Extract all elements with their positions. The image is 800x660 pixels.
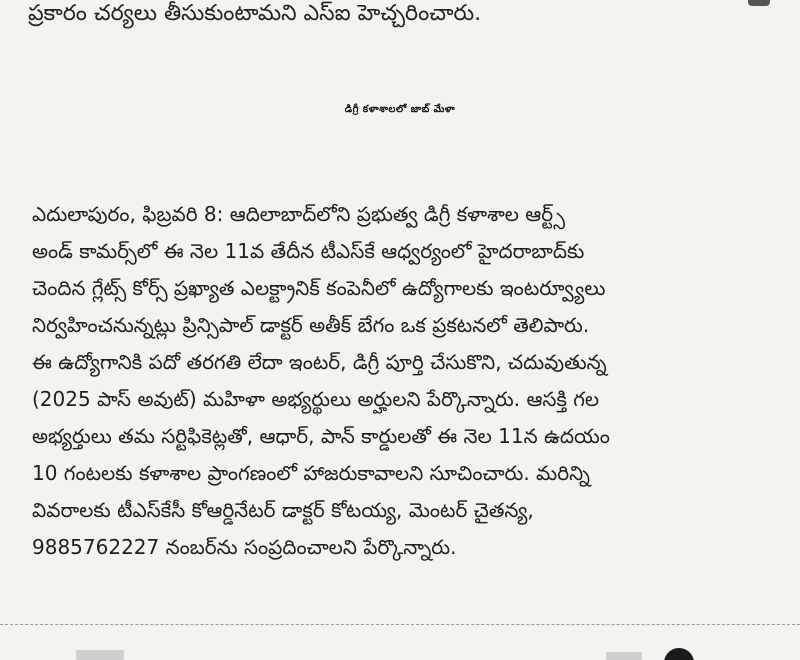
body-line: చెందిన గ్లేట్స్ కోర్స్ ప్రఖ్యాత ఎలక్ట్రానిక్ కంపెనీలో ఉద్యోగాలకు ఇంటర్వ్యూలు <box>32 276 606 300</box>
body-line: నిర్వహించనున్నట్లు ప్రిన్సిపాల్ డాక్టర్ అతీక్ బేగం ఒక ప్రకటనలో తెలిపారు. <box>32 313 590 337</box>
article-headline: డిగ్రీ కళాశాలలో జాబ్ మేళా <box>344 104 456 115</box>
article-body <box>32 196 772 566</box>
previous-article-tail: ప్రకారం చర్యలు తీసుకుంటామని ఎస్ఐ హెచ్చరించారు. <box>28 1 482 26</box>
top-edge-mark <box>748 0 770 6</box>
next-article-fragment <box>606 652 642 660</box>
body-line: 9885762227 నంబర్‌ను సంప్రదించాలని పేర్కొన్నారు. <box>32 535 457 559</box>
body-line: అండ్ కామర్స్‌లో ఈ నెల 11వ తేదీన టీఎస్‌కే ఆధ్వర్యంలో హైదరాబాద్‌కు <box>32 239 585 263</box>
bullet-dot-icon <box>664 648 694 660</box>
body-line: 10 గంటలకు కళాశాల ప్రాంగణంలో హాజరుకావాలని సూచించారు. మరిన్ని <box>32 461 590 485</box>
body-line: వివరాలకు టీఎస్‌కేసీ కోఆర్డినేటర్ డాక్టర్ కోటయ్య, మెంటర్ చైతన్య, <box>32 498 534 522</box>
body-line: (2025 పాస్ అవుట్) మహిళా అభ్యర్థులు అర్హులని పేర్కొన్నారు. ఆసక్తి గల <box>32 387 600 411</box>
body-line: ఈ ఉద్యోగానికి పదో తరగతి లేదా ఇంటర్, డిగ్రీ పూర్తి చేసుకొని, చదువుతున్న <box>32 350 607 374</box>
column-divider <box>0 624 800 625</box>
body-line: అభ్యర్తులు తమ సర్టిఫికెట్లతో, ఆధార్, పాన్ కార్డులతో ఈ నెల 11న ఉదయం <box>32 424 610 448</box>
next-article-fragment <box>76 650 124 660</box>
body-line: ఎదులాపురం, ఫిబ్రవరి 8: ఆదిలాబాద్‌లోని ప్రభుత్వ డిగ్రీ కళాశాల ఆర్ట్స్ <box>32 202 566 226</box>
